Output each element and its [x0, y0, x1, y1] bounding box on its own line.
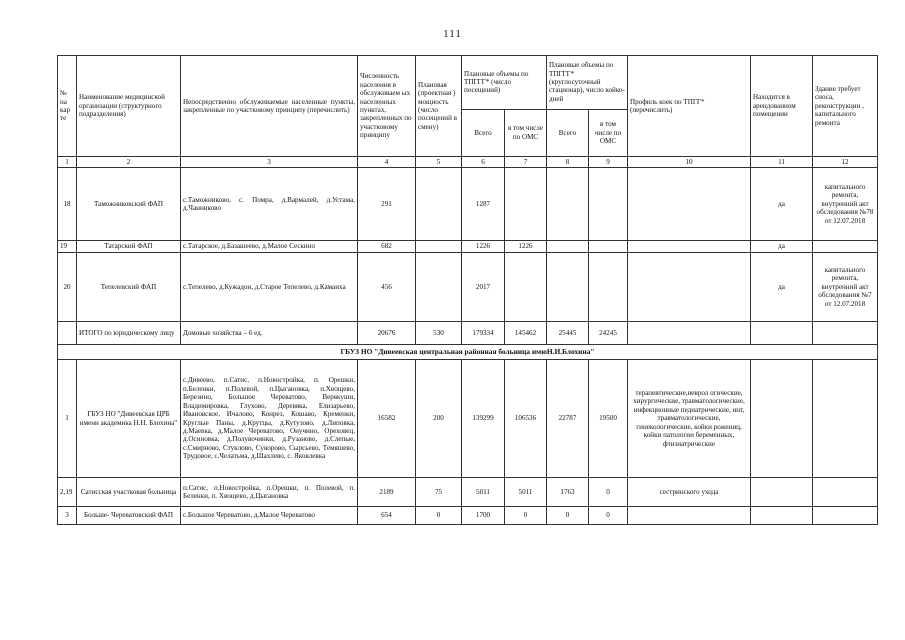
header-row-top [58, 56, 878, 110]
stationary-oms: 0 [589, 478, 628, 507]
visits-oms [505, 253, 547, 322]
population: 456 [358, 253, 416, 322]
capacity: 75 [416, 478, 462, 507]
org-name: Таможниковский ФАП [77, 168, 181, 241]
capacity: 0 [416, 507, 462, 525]
table-row [58, 241, 878, 253]
total-capacity: 530 [416, 322, 462, 345]
stationary-total: 22787 [547, 360, 589, 478]
header-visits: Плановые объемы по ТПГГГ* (число посещений) [462, 56, 547, 110]
header-number: № на кар те [58, 56, 77, 157]
capacity: 200 [416, 360, 462, 478]
total-visits-total: 179334 [462, 322, 505, 345]
served-places: с.Тепелево, д.Кужадон, д.Старое Тепелево, д.Камаиха [181, 253, 358, 322]
total-stationary-total: 25445 [547, 322, 589, 345]
total-label: ИТОГО по юридическому лицу [77, 322, 181, 345]
header-population: Численность населения в обслуживаем ых населенных пунктах, закрепленных по участковому принципу [358, 56, 416, 157]
table-row [58, 360, 878, 478]
header-repair: Здание требует сноса, реконструкции , капитального ремонта [813, 56, 878, 157]
stationary-total: 1763 [547, 478, 589, 507]
population: 16582 [358, 360, 416, 478]
table-row [58, 253, 878, 322]
bed-profile: сестринского ухода [628, 478, 751, 507]
total-number [58, 322, 77, 345]
capacity [416, 168, 462, 241]
bed-profile: терапевтические,неврол огические, хирургические, травматологические, инфекционные педиатрические, инт, травматологические, гинекологические, койки рожениц, койки патологии беременных, фтизиатрические [628, 360, 751, 478]
repair-note [813, 478, 878, 507]
table-row [58, 168, 878, 241]
total-population: 20676 [358, 322, 416, 345]
header-places: Непосредственно обслуживаемые населенные пункты, закрепленные по участковому принципу (перечислить) [181, 56, 358, 157]
row-number: 19 [58, 241, 77, 253]
col-number: 7 [505, 157, 547, 168]
bed-profile [628, 253, 751, 322]
rented [751, 507, 813, 525]
visits-total: 1226 [462, 241, 505, 253]
repair-note: капитального ремонта, внутренний акт обследования №78 от 12.07.2018 [813, 168, 878, 241]
visits-oms: 1226 [505, 241, 547, 253]
served-places: с.Дивеево, п.Сатис, п.Новостройка, п. Орешки, п.Беленки, п.Полевой, п.Цыгановка, п.Хвощево, Березино, Большое Череватово, Верякуши, Владимировка, Глухово, Деревяка, Елизарьево, Ивановское, Ичалово, Конрез, Кошаво, Кременки, Круглые Паны, д.Крутцы, д.Кутузово, д.Липовка, д.Маевка, д.Малое Череватово, Онучино, Ореховец, д.Осиновка, д.Полувочинки, д.Рузаново, д.Слепые, с.Смирново, Стуклово, Суворово, Сырсьево, Темяшево, Трудовое, с.Челатьма, д.Шахлево, с. Яковлевка [181, 360, 358, 478]
visits-oms [505, 168, 547, 241]
col-number: 6 [462, 157, 505, 168]
stationary-oms: 0 [589, 507, 628, 525]
population: 2189 [358, 478, 416, 507]
served-places: с.Таможниково, с. Помра, д.Вармалей, д.Устама, д.Чанниково [181, 168, 358, 241]
col-number: 8 [547, 157, 589, 168]
page-number: 111 [443, 28, 462, 40]
capacity [416, 241, 462, 253]
visits-oms: 106536 [505, 360, 547, 478]
col-number: 1 [58, 157, 77, 168]
rented: да [751, 168, 813, 241]
header-rented: Находится в арендованном помещении [751, 56, 813, 157]
stationary-total [547, 241, 589, 253]
row-number: 1 [58, 360, 77, 478]
total-repair [813, 322, 878, 345]
rented [751, 360, 813, 478]
population: 654 [358, 507, 416, 525]
rented: да [751, 241, 813, 253]
total-row [58, 322, 878, 345]
table-row [58, 507, 878, 525]
section-title: ГБУЗ НО "Дивеевская центральная районная больница имюН.И.Блохина" [58, 345, 878, 360]
col-number: 9 [589, 157, 628, 168]
table-row [58, 478, 878, 507]
facilities-table [57, 55, 878, 525]
visits-total: 2017 [462, 253, 505, 322]
header-capacity: Плановая (проектная ) мощность (число посещений в смену) [416, 56, 462, 157]
row-number: 20 [58, 253, 77, 322]
org-name: Больше- Череватовский ФАП [77, 507, 181, 525]
col-number: 2 [77, 157, 181, 168]
population: 291 [358, 168, 416, 241]
repair-note [813, 360, 878, 478]
column-number-row [58, 157, 878, 168]
rented [751, 478, 813, 507]
header-stationary-total: Всего [547, 109, 589, 156]
col-number: 5 [416, 157, 462, 168]
bed-profile [628, 507, 751, 525]
row-number: 3 [58, 507, 77, 525]
header-stationary-oms: в том числе по ОМС [589, 109, 628, 156]
org-name: ГБУЗ НО "Дивеевская ЦРБ имени академика Н.Н. Блохина" [77, 360, 181, 478]
col-number: 11 [751, 157, 813, 168]
visits-total: 1700 [462, 507, 505, 525]
stationary-total [547, 168, 589, 241]
org-name: Тепелевский ФАП [77, 253, 181, 322]
bed-profile [628, 168, 751, 241]
header-visits-total: Всего [462, 109, 505, 156]
section-header-row [58, 345, 878, 360]
total-bed-profile [628, 322, 751, 345]
org-name: Сатисская участковая больница [77, 478, 181, 507]
repair-note [813, 507, 878, 525]
served-places: с.Большое Череватово, д.Малое Череватово [181, 507, 358, 525]
repair-note: капитального ремонта, внутренний акт обследования №7 от 12.07.2018 [813, 253, 878, 322]
stationary-total [547, 253, 589, 322]
total-places: Домовые хозяйства – 6 ед. [181, 322, 358, 345]
visits-oms: 5011 [505, 478, 547, 507]
row-number: 2,19 [58, 478, 77, 507]
visits-total: 139299 [462, 360, 505, 478]
total-rented [751, 322, 813, 345]
population: 682 [358, 241, 416, 253]
stationary-oms [589, 241, 628, 253]
org-name: Татарский ФАП [77, 241, 181, 253]
bed-profile [628, 241, 751, 253]
rented: да [751, 253, 813, 322]
col-number: 3 [181, 157, 358, 168]
stationary-oms [589, 253, 628, 322]
stationary-oms [589, 168, 628, 241]
col-number: 4 [358, 157, 416, 168]
header-bed-profile: Профиль коек по ТПГГ* (перечислить) [628, 56, 751, 157]
header-stationary: Плановые объемы по ТПГГГ* (круглосуточный стационар), число койко-дней [547, 56, 628, 110]
col-number: 12 [813, 157, 878, 168]
row-number: 18 [58, 168, 77, 241]
served-places: с.Татарское, д.Базашеево, д.Малое Сескино [181, 241, 358, 253]
repair-note [813, 241, 878, 253]
header-org-name: Наименование медицинской организации (структурного подразделения) [77, 56, 181, 157]
served-places: п.Сатис, п.Новостройка, п.Орешки, п. Полевой, п. Беленки, п. Хвощево, д.Цыгановка [181, 478, 358, 507]
visits-total: 1287 [462, 168, 505, 241]
total-stationary-oms: 24245 [589, 322, 628, 345]
header-visits-oms: в том числе по ОМС [505, 109, 547, 156]
capacity [416, 253, 462, 322]
stationary-oms: 19500 [589, 360, 628, 478]
total-visits-oms: 145462 [505, 322, 547, 345]
visits-oms: 0 [505, 507, 547, 525]
visits-total: 5011 [462, 478, 505, 507]
col-number: 10 [628, 157, 751, 168]
stationary-total: 0 [547, 507, 589, 525]
